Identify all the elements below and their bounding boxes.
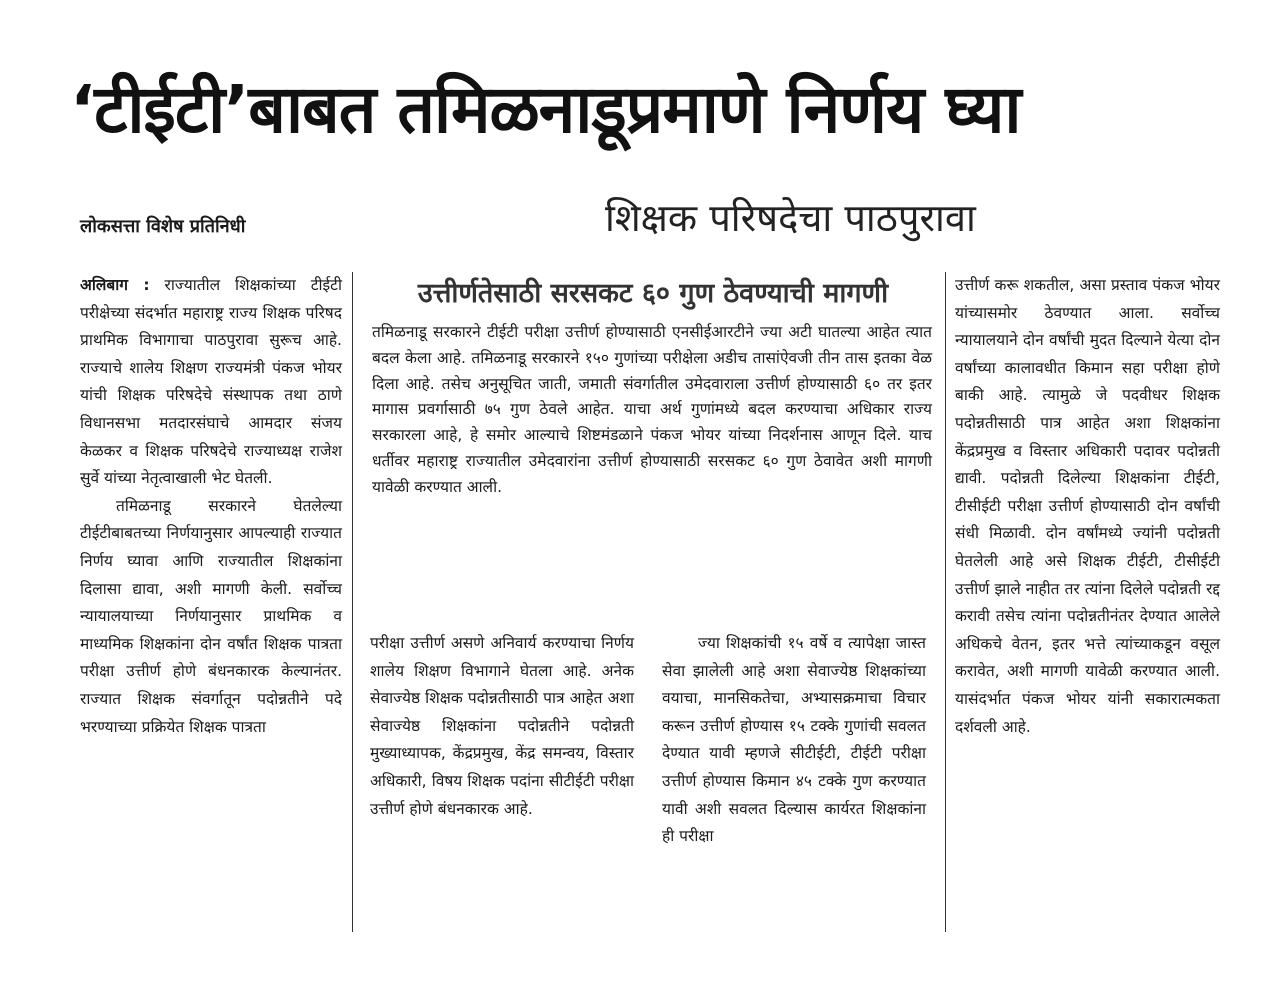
paragraph: तमिळनाडू सरकारने घेतलेल्या टीईटीबाबतच्या निर्णयानुसार आपल्याही राज्यात निर्णय घ्यावा आणि राज्यातील शिक्षकांना दिलासा द्यावा, अशी मागणी केली. सर्वोच्च न्यायालयाच्या निर्णयानुसार प्राथमिक व माध्यमिक शिक्षकांना दोन वर्षांत शिक्षक पात्रता परीक्षा उत्तीर्ण होणे बंधनकारक केल्यानंतर. राज्यात शिक्षक संवर्गातून पदोन्नतीने पदे भरण्याच्या प्रक्रियेत शिक्षक पात्रता xyxy=(80,496,342,736)
subheadline: शिक्षक परिषदेचा पाठपुरावा xyxy=(605,196,976,240)
paragraph: ज्या शिक्षकांची १५ वर्षे व त्यापेक्षा जास्त सेवा झालेली आहे अशा सेवाज्येष्ठ शिक्षकांच्या वयाचा, मानसिकतेचा, अभ्यासक्रमाचा विचार करून उत्तीर्ण होण्यास १५ टक्के गुणांची सवलत देण्यात यावी म्हणजे सीटीईटी, टीईटी परीक्षा उत्तीर्ण होण्यास किमान ४५ टक्के गुण करण्यात यावी अशी सवलत दिल्यास कार्यरत शिक्षकांना ही परीक्षा xyxy=(662,634,926,846)
paragraph: उत्तीर्ण करू शकतील, असा प्रस्ताव पंकज भोयर यांच्यासमोर ठेवण्यात आला. सर्वोच्च न्यायालयाने दोन वर्षांची मुदत दिल्याने येत्या दोन वर्षांच्या कालावधीत किमान सहा परीक्षा होणे बाकी आहे. त्यामुळे जे पदवीधर शिक्षक पदोन्नतीसाठी पात्र आहेत अशा शिक्षकांना केंद्रप्रमुख व विस्तार अधिकारी पदावर पदोन्नती द्यावी. पदोन्नती दिलेल्या शिक्षकांना टीईटी, टीसीईटी परीक्षा उत्तीर्ण होण्यासाठी दोन वर्षांची संधी मिळावी. दोन वर्षांमध्ये ज्यांनी पदोन्नती घेतलेली आहे असे शिक्षक टीईटी, टीसीईटी उत्तीर्ण झाले नाहीत तर त्यांना दिलेले पदोन्नती रद्द करावी तसेच त्यांना पदोन्नतीनंतर देण्यात आलेले अधिकचे वेतन, इतर भत्ते त्यांच्याकडून वसूल करावेत, अशी मागणी यावेळी करण्यात आली. यासंदर्भात पंकज भोयर यांनी सकारात्मकता दर्शवली आहे. xyxy=(955,276,1220,736)
column-divider xyxy=(352,272,353,932)
box-title: उत्तीर्णतेसाठी सरसकट ६० गुण ठेवण्याची मागणी xyxy=(417,278,889,309)
column-divider xyxy=(945,272,946,932)
article-column-2 xyxy=(370,630,634,823)
article-column-4 xyxy=(955,272,1220,741)
paragraph xyxy=(80,272,342,493)
byline: लोकसत्ता विशेष प्रतिनिधी xyxy=(80,216,246,237)
article-column-3 xyxy=(662,630,926,851)
headline: ‘टीईटी’बाबत तमिळनाडूप्रमाणे निर्णय घ्या xyxy=(70,71,1021,148)
box-text: तमिळनाडू सरकारने टीईटी परीक्षा उत्तीर्ण होण्यासाठी एनसीईआरटीने ज्या अटी घातल्या आहेत त्यात बदल केला आहे. तमिळनाडू सरकारने १५० गुणांच्या परीक्षेला अडीच तासांऐवजी तीन तास इतका वेळ दिला आहे. तसेच अनुसूचित जाती, जमाती संवर्गातील उमेदवाराला उत्तीर्ण होण्यासाठी ६० तर इतर मागास प्रवर्गासाठी ७५ गुण ठेवले आहेत. याचा अर्थ गुणांमध्ये बदल करण्याचा अधिकार राज्य सरकारला आहे, हे समोर आल्याचे शिष्टमंडळाने पंकज भोयर यांच्या निदर्शनास आणून दिले. याच धर्तीवर महाराष्ट्र राज्यातील उमेदवारांना उत्तीर्ण होण्यासाठी सरसकट ६० गुण ठेवावेत अशी मागणी यावेळी करण्यात आली. xyxy=(372,323,932,496)
paragraph: परीक्षा उत्तीर्ण असणे अनिवार्य करण्याचा निर्णय शालेय शिक्षण विभागाने घेतला आहे. अनेक सेवाज्येष्ठ शिक्षक पदोन्नतीसाठी पात्र आहेत अशा सेवाज्येष्ठ शिक्षकांना पदोन्नतीने पदोन्नती मुख्याध्यापक, केंद्रप्रमुख, केंद्र समन्वय, विस्तार अधिकारी, विषय शिक्षक पदांना सीटीईटी परीक्षा उत्तीर्ण होणे बंधनकारक आहे. xyxy=(370,634,634,818)
paragraph-text: राज्यातील शिक्षकांच्या टीईटी परीक्षेच्या संदर्भात महाराष्ट्र राज्य शिक्षक परिषद प्राथमिक विभागाचा पाठपुरावा सुरूच आहे. राज्याचे शालेय शिक्षण राज्यमंत्री पंकज भोयर यांची शिक्षक परिषदेचे संस्थापक तथा ठाणे विधानसभा मतदारसंघाचे आमदार संजय केळकर व शिक्षक परिषदेचे राज्याध्यक्ष राजेश सुर्वे यांच्या नेतृत्वाखाली भेट घेतली. xyxy=(80,276,342,488)
article-column-1 xyxy=(80,272,342,741)
dateline: अलिबाग : xyxy=(80,276,150,294)
